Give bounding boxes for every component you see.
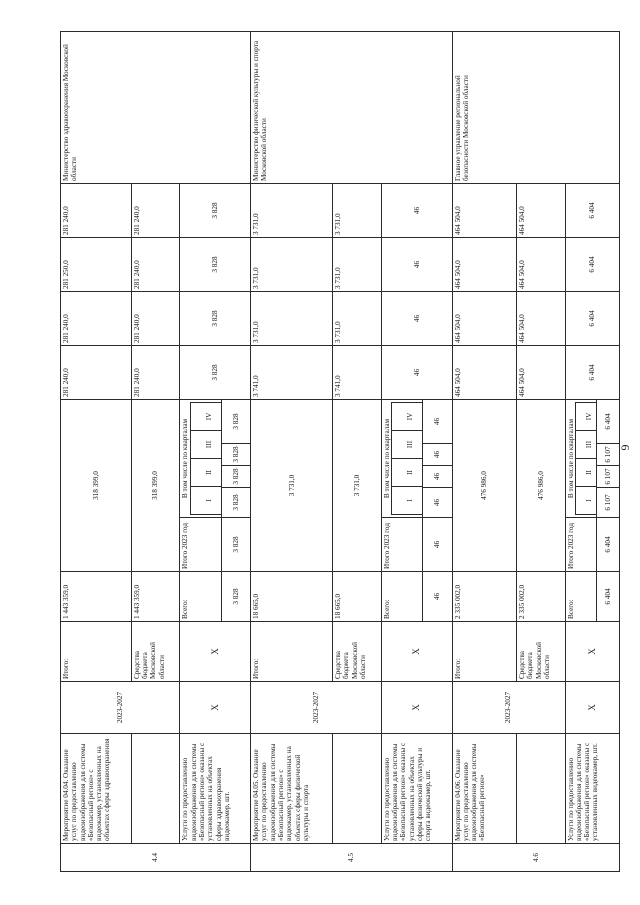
quarter-value-text: 46 (433, 417, 442, 426)
year-2027-value (251, 184, 333, 238)
quarter-value-text: 3 828 (231, 494, 240, 511)
result-2025 (180, 292, 251, 346)
quarter-label-text: II (204, 470, 213, 475)
res-y2026-text: 3 828 (211, 256, 220, 273)
res-quarters-lbl-text: В том числе по кварталам (181, 418, 190, 499)
quarters-header (565, 400, 597, 518)
res-itogo-text: 3 828 (231, 536, 240, 553)
y2025-text: 281 240,0 (62, 314, 70, 343)
result-text: Услуги по предоставлению видеоизображения для системы «Безопасный регион» оказаны с установленных видеокамер, шт. (566, 742, 600, 841)
quarter-label-1 (392, 487, 423, 515)
year-2027-value (452, 184, 517, 238)
quarter-value-text: 6 107 (604, 468, 613, 485)
result-2026 (180, 238, 251, 292)
y2027-budget-text: 3 731,0 (334, 213, 343, 235)
y2025-text: 3 731,0 (252, 321, 261, 343)
quarter-value-text: 3 828 (231, 413, 240, 430)
result-description (565, 734, 619, 844)
result-2027 (381, 184, 452, 238)
quarter-value-text: 6 404 (604, 413, 613, 430)
y2025-budget-text: 3 731,0 (334, 321, 343, 343)
y2027-budget-text: 281 240,0 (132, 206, 141, 235)
measure-cont (517, 734, 566, 844)
source-total-label (452, 622, 517, 682)
table-row (452, 32, 517, 872)
quarter-label-text: II (585, 470, 594, 475)
res-y2024-text: 46 (412, 368, 421, 377)
quarter-label-text: III (585, 440, 594, 449)
responsible-text: Главное управление региональной безопасности Московской области (453, 75, 470, 181)
total-value (452, 572, 517, 622)
quarter-value-4 (597, 400, 620, 444)
y2023-text: 318 399,0 (91, 471, 100, 500)
result-2027 (180, 184, 251, 238)
quarter-labels (575, 402, 597, 515)
result-2025 (381, 292, 452, 346)
period (452, 682, 565, 734)
period (251, 682, 382, 734)
res-y2026-text: 46 (412, 260, 421, 269)
y2027-budget-text: 464 504,0 (518, 206, 527, 235)
result-description (180, 734, 251, 844)
quarters-header (381, 400, 422, 518)
quarter-labels (190, 402, 222, 515)
quarter-label-text: IV (406, 412, 415, 421)
quarter-value-text: 46 (433, 498, 442, 507)
y2025-budget-text: 281 240,0 (132, 314, 141, 343)
res-itogo-lbl-text: Итого 2023 год (566, 523, 575, 569)
result-2024 (565, 346, 619, 400)
id-text: 4.4 (151, 853, 160, 862)
quarter-label-text: I (585, 499, 594, 502)
result-2024 (381, 346, 452, 400)
res-itogo-lbl-text: Итого 2023 год (382, 523, 391, 569)
res-y2025-text: 6 404 (588, 310, 597, 327)
quarter-label-text: III (406, 440, 415, 449)
result-2024 (180, 346, 251, 400)
source-budget-text: Средства бюджета Московской области (518, 641, 551, 679)
y2027-text: 464 504,0 (453, 206, 462, 235)
row-number (452, 844, 619, 872)
measure-name (452, 734, 517, 844)
measure-text: Мероприятие 04.06. Оказание услуг по предоставлению видеоизображения для системы «Безопасный регион» (453, 743, 487, 841)
quarter-value-3 (423, 444, 452, 466)
quarter-value-text: 46 (433, 472, 442, 481)
result-total-value (423, 572, 452, 622)
year-2025-budget (517, 292, 566, 346)
quarter-label-2 (392, 459, 423, 487)
quarter-value-text: 6 107 (604, 494, 613, 511)
res-y2026-text: 6 404 (588, 256, 597, 273)
source-x-mark (381, 622, 452, 682)
quarter-value-1 (221, 488, 250, 518)
quarter-value-3 (221, 444, 250, 466)
period-x-mark (565, 682, 619, 734)
res-itogo-lbl-text: Итого 2023 год (181, 523, 190, 569)
measure-text: Мероприятие 04.04. Оказание услуг по предоставлению видеоизображения для системы «Безопасный регион» с видеокамер, установленных на объектах сферы здравоохранения (62, 738, 112, 841)
res-itogo-text: 46 (433, 540, 442, 549)
result-2026 (565, 238, 619, 292)
result-description (381, 734, 452, 844)
year-2025-budget (131, 292, 180, 346)
year-2026-budget (131, 238, 180, 292)
year-2026-value (452, 238, 517, 292)
quarter-label-4 (392, 403, 423, 431)
res-total-lbl-text: Всего: (382, 599, 391, 619)
measure-cont (131, 734, 180, 844)
year-2024-budget (131, 346, 180, 400)
period-text: 2023-2027 (311, 691, 320, 724)
rotated-table-wrapper (60, 32, 620, 872)
result-itogo-value (423, 518, 452, 572)
year-2025-value (251, 292, 333, 346)
source-budget-label (131, 622, 180, 682)
y2023-budget-text: 476 986,0 (536, 471, 545, 500)
quarter-value-text: 46 (433, 450, 442, 459)
source-x-mark (180, 622, 251, 682)
total-value (251, 572, 333, 622)
res-y2024-text: 3 828 (211, 364, 220, 381)
result-text: Услуги по предоставлению видеоизображения для системы «Безопасный регион» оказаны с установленных на объектах сферы здравоохранения видеокамер, шт. (181, 742, 231, 841)
res-total-text: 46 (433, 592, 442, 601)
year-2023-budget (131, 400, 180, 572)
res-total-text: 6 404 (604, 588, 613, 605)
result-itogo-label (565, 518, 597, 572)
measure-text: Мероприятие 04.05. Оказание услуг по предоставлению видеоизображения для системы «Безопасный регион» с видеокамер, установленных на объектах сферы физической культуры и спорта (252, 743, 310, 841)
measure-cont (333, 734, 382, 844)
year-2024-budget (517, 346, 566, 400)
quarter-label-4 (575, 403, 596, 431)
y2027-text: 281 240,0 (62, 206, 70, 235)
year-2027-budget (517, 184, 566, 238)
result-text: Услуги по предоставлению видеоизображения для системы «Безопасный регион» оказаны с установленных на объектах сферы физической культуры и спорта видеокамер, шт. (382, 742, 433, 841)
year-2026-budget (333, 238, 382, 292)
result-total-value (221, 572, 250, 622)
measure-name (61, 734, 132, 844)
y2026-budget-text: 464 504,0 (518, 260, 527, 289)
table-row (61, 32, 132, 872)
y2024-budget-text: 281 240,0 (132, 368, 141, 397)
responsible-org (251, 32, 452, 184)
total-text: 1 443 359,0 (62, 584, 70, 619)
source-total-label (61, 622, 132, 682)
y2024-text: 464 504,0 (453, 368, 462, 397)
x-text: Х (587, 704, 598, 711)
year-2024-value (61, 346, 132, 400)
quarter-label-2 (575, 459, 596, 487)
y2024-text: 281 240,0 (62, 368, 70, 397)
total-text: 18 665,0 (252, 593, 261, 619)
table-row (251, 32, 333, 872)
quarter-labels (391, 402, 423, 515)
source-total-label (251, 622, 333, 682)
result-itogo-label (381, 518, 422, 572)
period-text: 2023-2027 (504, 691, 513, 724)
total-budget-text: 1 443 359,0 (132, 584, 141, 619)
quarter-value-text: 3 828 (231, 446, 240, 463)
row-number (61, 844, 251, 872)
quarter-label-text: III (204, 440, 213, 449)
result-2026 (381, 238, 452, 292)
id-text: 4.5 (347, 853, 356, 862)
year-2026-value (251, 238, 333, 292)
program-table (60, 31, 620, 872)
res-quarters-lbl-text: В том числе по кварталам (566, 418, 575, 499)
responsible-org (61, 32, 251, 184)
quarter-label-1 (575, 487, 596, 515)
year-2023-value (251, 400, 333, 572)
total-text: 2 335 002,0 (453, 584, 462, 619)
year-2027-budget (131, 184, 180, 238)
result-itogo-value (221, 518, 250, 572)
total-budget-text: 2 335 002,0 (518, 584, 527, 619)
total-budget-value (517, 572, 566, 622)
quarter-label-text: I (406, 499, 415, 502)
result-2027 (565, 184, 619, 238)
y2023-text: 476 986,0 (480, 471, 489, 500)
source-budget-label (333, 622, 382, 682)
res-total-text: 3 828 (231, 588, 240, 605)
quarter-value-4 (221, 400, 250, 444)
y2024-text: 3 741,0 (252, 375, 261, 397)
source-budget-text: Средства бюджета Московской области (132, 641, 166, 679)
year-2023-budget (517, 400, 566, 572)
period (61, 682, 180, 734)
res-y2027-text: 46 (412, 206, 421, 215)
responsible-text: Министерство здравоохранения Московской области (62, 44, 79, 181)
y2023-budget-text: 318 399,0 (151, 471, 160, 500)
quarter-label-3 (392, 431, 423, 459)
y2026-budget-text: 281 240,0 (132, 260, 141, 289)
quarter-label-2 (190, 459, 221, 487)
period-x-mark (381, 682, 452, 734)
result-2025 (565, 292, 619, 346)
year-2025-budget (333, 292, 382, 346)
quarter-label-4 (190, 403, 221, 431)
y2023-text: 3 731,0 (287, 474, 296, 497)
quarter-value-2 (221, 466, 250, 488)
res-y2024-text: 6 404 (588, 364, 597, 381)
res-y2025-text: 3 828 (211, 310, 220, 327)
source-budget-text: Средства бюджета Московской области (334, 641, 368, 679)
y2027-text: 3 731,0 (252, 213, 261, 235)
quarter-label-text: IV (204, 412, 213, 421)
y2025-budget-text: 464 504,0 (518, 314, 527, 343)
source-x-mark (565, 622, 619, 682)
year-2026-budget (517, 238, 566, 292)
source-budget-label (517, 622, 566, 682)
year-2024-budget (333, 346, 382, 400)
total-budget-text: 18 665,0 (334, 593, 343, 619)
res-itogo-text: 6 404 (604, 536, 613, 553)
quarter-value-1 (597, 488, 620, 518)
y2026-text: 464 504,0 (453, 260, 462, 289)
responsible-text: Министерство физической культуры и спорта Московской области (252, 40, 269, 181)
y2026-text: 281 250,0 (62, 260, 70, 289)
year-2023-value (61, 400, 132, 572)
year-2023-value (452, 400, 517, 572)
y2024-budget-text: 3 741,0 (334, 375, 343, 397)
result-total-value (597, 572, 620, 622)
year-2025-value (61, 292, 132, 346)
quarter-label-text: IV (585, 412, 594, 421)
y2025-text: 464 504,0 (453, 314, 462, 343)
x-text: Х (411, 704, 422, 711)
quarter-label-text: I (204, 499, 213, 502)
row-number (251, 844, 452, 872)
year-2026-value (61, 238, 132, 292)
x-text: Х (587, 648, 598, 655)
year-2027-budget (333, 184, 382, 238)
quarter-label-1 (190, 487, 221, 515)
res-y2027-text: 6 404 (588, 202, 597, 219)
quarter-label-3 (190, 431, 221, 459)
year-2024-value (452, 346, 517, 400)
y2024-budget-text: 464 504,0 (518, 368, 527, 397)
result-itogo-label (180, 518, 221, 572)
quarter-value-1 (423, 488, 452, 518)
y2026-budget-text: 3 731,0 (334, 267, 343, 289)
quarter-value-2 (597, 466, 620, 488)
source-total-text: Итого: (453, 658, 462, 679)
y2026-text: 3 731,0 (252, 267, 261, 289)
x-text: Х (411, 648, 422, 655)
period-text: 2023-2027 (116, 691, 125, 724)
result-total-label (180, 572, 221, 622)
result-itogo-value (597, 518, 620, 572)
quarter-value-4 (423, 400, 452, 444)
quarter-value-text: 3 828 (231, 468, 240, 485)
res-total-lbl-text: Всего: (181, 599, 190, 619)
year-2024-value (251, 346, 333, 400)
quarter-value-text: 6 107 (604, 446, 613, 463)
year-2023-budget (333, 400, 382, 572)
res-y2025-text: 46 (412, 314, 421, 323)
y2023-budget-text: 3 731,0 (352, 474, 361, 497)
source-total-text: Итого: (252, 658, 261, 679)
responsible-org (452, 32, 619, 184)
page-number: 6 (618, 444, 633, 451)
result-total-label (381, 572, 422, 622)
year-2027-value (61, 184, 132, 238)
id-text: 4.6 (531, 853, 540, 862)
res-quarters-lbl-text: В том числе по кварталам (382, 418, 391, 499)
quarter-value-2 (423, 466, 452, 488)
x-text: Х (210, 648, 221, 655)
quarters-header (180, 400, 221, 518)
quarter-value-3 (597, 444, 620, 466)
period-x-mark (180, 682, 251, 734)
res-y2027-text: 3 828 (211, 202, 220, 219)
total-value (61, 572, 132, 622)
total-budget-value (131, 572, 180, 622)
quarter-label-3 (575, 431, 596, 459)
x-text: Х (210, 704, 221, 711)
quarter-label-text: II (406, 470, 415, 475)
source-total-text: Итого: (62, 658, 70, 679)
total-budget-value (333, 572, 382, 622)
year-2025-value (452, 292, 517, 346)
result-total-label (565, 572, 597, 622)
res-total-lbl-text: Всего: (566, 599, 575, 619)
measure-name (251, 734, 333, 844)
